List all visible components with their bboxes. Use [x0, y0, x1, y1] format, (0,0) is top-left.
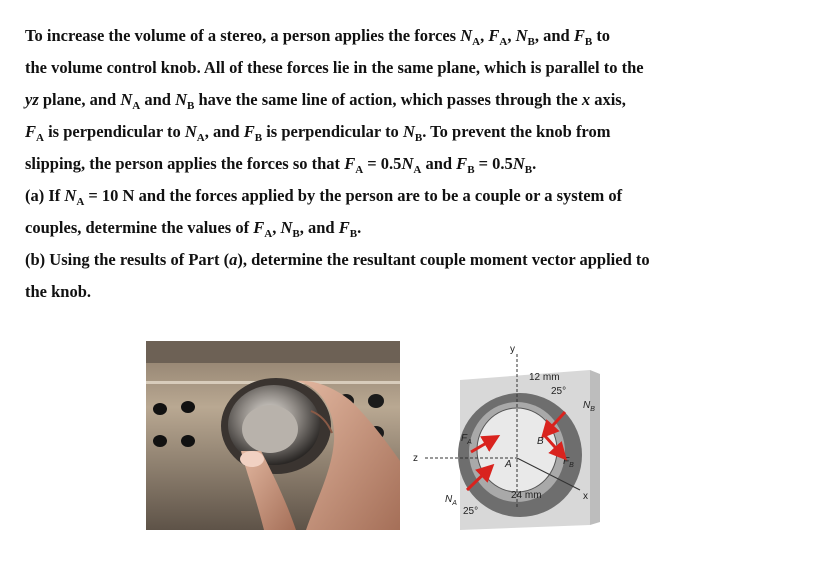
z-axis-label: z [413, 453, 418, 464]
problem-line [25, 244, 785, 276]
math-variable: N [460, 26, 473, 45]
math-symbol: x [581, 90, 591, 109]
text-run: = 0.5 [363, 154, 402, 173]
problem-line [25, 116, 785, 148]
math-subscript: B [254, 132, 263, 144]
text-run: = 0.5 [474, 154, 513, 173]
text-run: , [507, 26, 516, 45]
text-run: the volume control knob. All of these forces lie in the same plane, which is parallel to the [25, 58, 644, 77]
text-run: , and [534, 26, 574, 45]
math-variable: N [512, 154, 525, 173]
text-run: and [421, 154, 457, 173]
text-run: plane, and [38, 90, 121, 109]
math-subscript: A [472, 36, 481, 48]
problem-line [25, 84, 785, 116]
b-point-label: B [537, 436, 544, 447]
fa-label: $F_A$ [461, 433, 472, 446]
problem-line [25, 148, 785, 180]
math-subscript: A [413, 164, 422, 176]
math-variable: N [515, 26, 528, 45]
text-run: ), determine the resultant couple moment vector applied to [237, 250, 650, 269]
text-run: , and [204, 122, 244, 141]
text-run: couples, determine the values of [25, 218, 254, 237]
problem-line [25, 52, 785, 84]
math-symbol: yz [25, 90, 39, 109]
problem-line [25, 212, 785, 244]
problem-statement [25, 20, 785, 308]
text-run: axis, [590, 90, 626, 109]
problem-line [25, 20, 785, 52]
text-run: (a) If [25, 186, 65, 205]
math-subscript: B [187, 100, 195, 112]
math-variable: N [175, 90, 188, 109]
y-axis-label: y [510, 344, 515, 355]
math-variable: F [253, 218, 265, 237]
math-subscript: A [499, 36, 508, 48]
text-run: , [480, 26, 489, 45]
math-variable: F [456, 154, 468, 173]
math-subscript: A [132, 100, 141, 112]
math-variable: N [120, 90, 133, 109]
text-run: = 10 N and the forces applied by the person are to be a couple or a system of [84, 186, 623, 205]
problem-line [25, 276, 785, 308]
dim-bottom-label: 24 mm [511, 490, 542, 501]
math-subscript: A [36, 132, 44, 144]
math-subscript: A [355, 164, 364, 176]
text-run: , [272, 218, 281, 237]
text-run: is perpendicular to [43, 122, 185, 141]
angle-bottom-label: 25° [463, 506, 479, 517]
math-subscript: B [467, 164, 475, 176]
text-run: , and [299, 218, 339, 237]
math-variable: N [401, 154, 414, 173]
a-point-label: A [505, 459, 512, 470]
text-run: (b) Using the results of Part ( [25, 250, 230, 269]
math-variable: F [25, 122, 37, 141]
math-variable: N [64, 186, 77, 205]
text-run: have the same line of action, which passes through the [194, 90, 582, 109]
stereo-knob-photo [146, 341, 400, 530]
text-run: is perpendicular to [262, 122, 403, 141]
math-variable: F [488, 26, 500, 45]
math-subscript: B [349, 228, 358, 240]
angle-top-label: 25° [551, 386, 567, 397]
math-variable: N [184, 122, 197, 141]
nb-label: $N_B$ [583, 400, 595, 413]
math-variable: F [243, 122, 255, 141]
text-run: To increase the volume of a stereo, a person applies the forces [25, 26, 461, 45]
text-run: . [532, 154, 537, 173]
math-subscript: B [527, 36, 535, 48]
math-subscript: B [584, 36, 593, 48]
math-variable: N [280, 218, 293, 237]
fb-label: $F_B$ [563, 456, 574, 469]
problem-line [25, 180, 785, 212]
x-axis-label: x [583, 491, 588, 502]
math-subscript: B [292, 228, 300, 240]
text-run: and [140, 90, 176, 109]
text-run: . [357, 218, 362, 237]
na-label: $N_A$ [445, 494, 457, 507]
dim-top-label: 12 mm [529, 372, 560, 383]
math-subscript: A [76, 196, 85, 208]
math-subscript: A [264, 228, 273, 240]
text-run: the knob. [25, 282, 92, 301]
text-run: slipping, the person applies the forces so that [25, 154, 345, 173]
knob-force-diagram [405, 340, 615, 530]
text-run: . To prevent the knob from [422, 122, 611, 141]
text-run: to [592, 26, 611, 45]
math-subscript: A [196, 132, 205, 144]
math-subscript: B [524, 164, 533, 176]
math-variable: F [573, 26, 585, 45]
math-symbol: a [229, 250, 238, 269]
math-variable: F [338, 218, 350, 237]
math-variable: F [344, 154, 356, 173]
math-subscript: B [414, 132, 423, 144]
math-variable: N [402, 122, 415, 141]
